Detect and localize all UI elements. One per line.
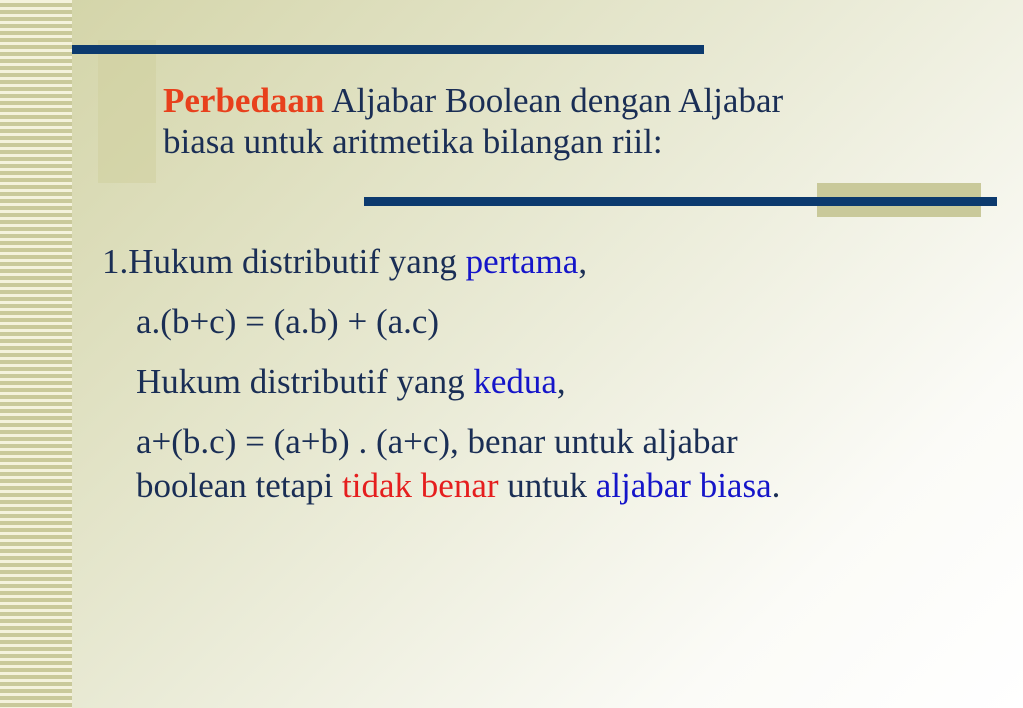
item-2-highlight: kedua <box>473 362 557 401</box>
decorative-square-top <box>98 40 156 183</box>
conclusion-blue: aljabar biasa <box>595 466 772 505</box>
item-2-heading <box>102 360 982 404</box>
title-line-1-rest: Aljabar Boolean dengan Aljabar <box>324 81 784 120</box>
slide-title <box>163 80 923 162</box>
item-1-suffix: , <box>578 242 588 281</box>
conclusion-suffix: . <box>771 466 781 505</box>
conclusion-mid: untuk <box>498 466 596 505</box>
title-line-1 <box>163 80 923 121</box>
conclusion-prefix: boolean tetapi <box>136 466 343 505</box>
item-1-prefix: 1.Hukum distributif yang <box>102 242 466 281</box>
item-2-suffix: , <box>556 362 566 401</box>
item-1-heading <box>102 240 982 284</box>
title-highlight: Perbedaan <box>163 81 325 120</box>
formula-1: a.(b+c) = (a.b) + (a.c) <box>136 302 440 341</box>
item-1-highlight: pertama <box>465 242 579 281</box>
conclusion-line <box>102 464 982 508</box>
title-rule-top <box>72 45 704 54</box>
title-line-2: biasa untuk aritmetika bilangan riil: <box>163 122 663 161</box>
striped-sidebar-decoration <box>0 0 72 708</box>
slide-body <box>102 240 982 508</box>
conclusion-red: tidak benar <box>342 466 499 505</box>
item-2-prefix: Hukum distributif yang <box>136 362 474 401</box>
title-rule-bottom <box>364 197 997 206</box>
formula-2: a+(b.c) = (a+b) . (a+c), benar untuk aljabar <box>136 422 738 461</box>
